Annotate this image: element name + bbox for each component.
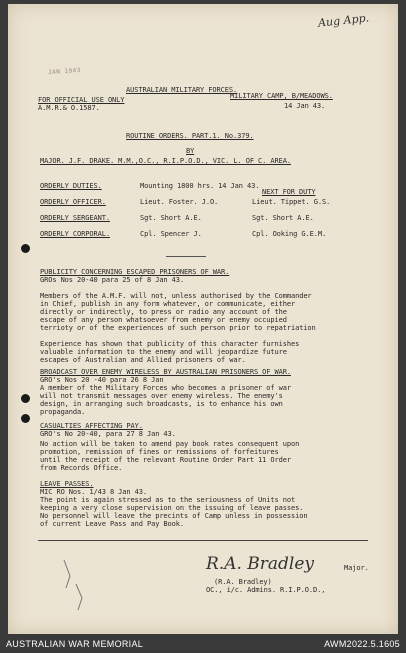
section-body-line: propaganda. <box>40 408 86 416</box>
amr-reference: A.M.R.& O.1587. <box>38 104 100 112</box>
duty-next: NEXT FOR DUTY <box>262 188 316 196</box>
section-ref: GROs Nos 20-40 para 25 of 8 Jan 43. <box>40 276 185 284</box>
duty-label: ORDERLY CORPORAL. <box>40 230 110 238</box>
section-body-line: Members of the A.M.F. will not, unless authorised by the Commander <box>40 292 312 300</box>
binder-hole <box>21 394 30 403</box>
footer-institution: AUSTRALIAN WAR MEMORIAL <box>6 639 144 649</box>
section-body-line: from Records Office. <box>40 464 123 472</box>
section-body-line: No action will be taken to amend pay book rates consequent upon <box>40 440 300 448</box>
section-title: LEAVE PASSES. <box>40 480 94 488</box>
duty-next: Lieut. Tippet. G.S. <box>252 198 331 206</box>
duty-next: Cpl. Ooking G.E.M. <box>252 230 327 238</box>
issuing-officer: MAJOR. J.F. DRAKE. M.M.,O.C., R.I.P.O.D., VIC. L. OF C. AREA. <box>40 157 291 165</box>
official-use-label: FOR OFFICIAL USE ONLY <box>38 96 125 104</box>
section-body-line: Experience has shown that publicity of this character furnishes <box>40 340 300 348</box>
section-body-line: No personnel will leave the precints of Camp unless in possession <box>40 512 308 520</box>
section-body-line: design, in arranging such broadcasts, is to enhance his own <box>40 400 283 408</box>
binder-hole <box>21 244 30 253</box>
section-body-line: will not transmit messages over enemy wireless. The enemy's <box>40 392 283 400</box>
section-body-line: promotion, remission of fines or remissions of forfeitures <box>40 448 279 456</box>
heading-forces: AUSTRALIAN MILITARY FORCES. <box>126 86 238 94</box>
signature-rank: Major. <box>344 564 369 572</box>
camp-location: MILITARY CAMP, B/MEADOWS. <box>230 92 333 100</box>
signature-role: OC., i/c. Admins. R.I.P.O.D., <box>206 586 326 594</box>
signature: R.A. Bradley <box>206 554 315 574</box>
section-body-line: until the receipt of the relevant Routine Order Part 11 Order <box>40 456 291 464</box>
section-body-line: in Chief, publish in any form whatever, or communicate, either <box>40 300 296 308</box>
footer-bar <box>0 636 406 653</box>
signature-typed-name: (R.A. Bradley) <box>214 578 272 586</box>
pencil-marks <box>56 554 96 614</box>
handwritten-annotation: Aug App. <box>317 11 370 30</box>
section-body-line: keeping a very close supervision on the issuing of leave passes. <box>40 504 304 512</box>
divider <box>166 256 206 257</box>
routine-orders-title: ROUTINE ORDERS. PART.1. No.379. <box>126 132 254 140</box>
section-ref: GRO's No 20-40, para 27 8 Jan 43. <box>40 430 176 438</box>
section-title: CASUALTIES AFFECTING PAY. <box>40 422 143 430</box>
duty-label: ORDERLY SERGEANT. <box>40 214 110 222</box>
section-body-line: escapes of Australian and Allied prisoners of war. <box>40 356 246 364</box>
document-page <box>8 4 398 634</box>
section-body-line: of current Leave Pass and Pay Book. <box>40 520 185 528</box>
duty-current: Mounting 1800 hrs. 14 Jan 43. <box>140 182 260 190</box>
section-body-line: escape of any person whatsoever from enemy or enemy occupied <box>40 316 287 324</box>
divider <box>38 540 368 541</box>
footer-accession: AWM2022.5.1605 <box>324 639 400 649</box>
section-body-line: valuable information to the enemy and will jeopardize future <box>40 348 287 356</box>
section-title: PUBLICITY CONCERNING ESCAPED PRISONERS OF WAR. <box>40 268 230 276</box>
duty-current: Cpl. Spencer J. <box>140 230 202 238</box>
section-body-line: The point is again stressed as to the seriousness of Units not <box>40 496 296 504</box>
duty-current: Lieut. Foster. J.O. <box>140 198 219 206</box>
section-ref: MIC RO Nos. 1/43 8 Jan 43. <box>40 488 147 496</box>
section-title: BROADCAST OVER ENEMY WIRELESS BY AUSTRALIAN PRISONERS OF WAR. <box>40 368 291 376</box>
duty-label: ORDERLY OFFICER. <box>40 198 106 206</box>
section-body-line: terrioty or of the experiences of such person prior to repatriation <box>40 324 316 332</box>
by-label: BY <box>186 147 195 155</box>
section-body-line: directly or indirectly, to press or radio any account of the <box>40 308 287 316</box>
section-body-line: A member of the Military Forces who becomes a prisoner of war <box>40 384 291 392</box>
duty-label: ORDERLY DUTIES. <box>40 182 102 190</box>
order-date: 14 Jan 43. <box>284 102 326 110</box>
binder-hole <box>21 414 30 423</box>
section-ref: GRO's Nos 20 -40 para 26 8 Jan <box>40 376 164 384</box>
duty-next: Sgt. Short A.E. <box>252 214 314 222</box>
received-stamp: JAN 1943 <box>47 66 82 77</box>
duty-current: Sgt. Short A.E. <box>140 214 202 222</box>
